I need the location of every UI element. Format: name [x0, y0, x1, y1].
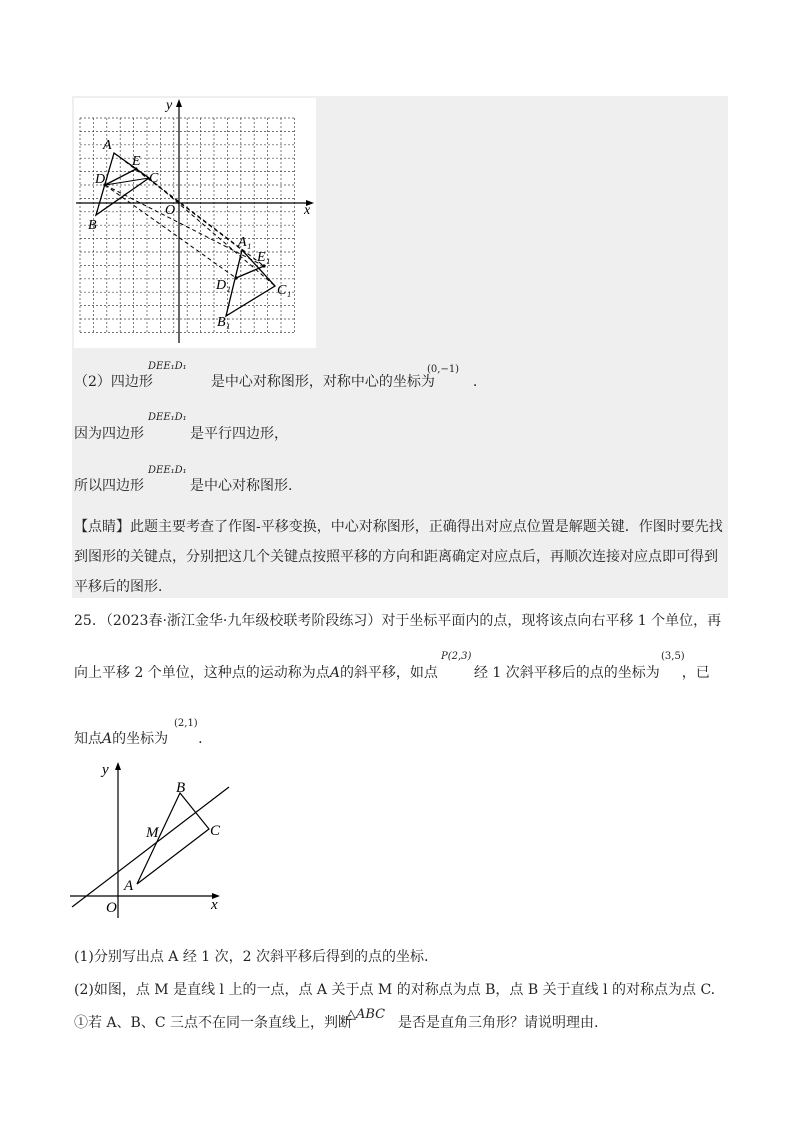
y-axis-arrow: [176, 99, 182, 107]
result-coord: (3,5): [661, 651, 685, 662]
quad-name-1: DEE₁D₁: [148, 361, 187, 372]
label-y: y: [102, 762, 109, 778]
symmetry-figure-svg: [66, 760, 246, 922]
label-B1: B₁: [217, 315, 231, 330]
points: [103, 167, 265, 279]
symmetry-figure: [66, 760, 246, 922]
comment-paragraph: 【点睛】此题主要考查了作图-平移变换，中心对称图形，正确得出对应点位置是解题关键．作图时要先找到图形的关键点，分别把这几个关键点按照平移的方向和距离确定对应点后，再顺次连接对应点即可得到平移后的图形．: [74, 519, 723, 595]
label-x: x: [211, 897, 218, 913]
label-D: D: [95, 172, 106, 187]
center-coord: (0,−1): [427, 364, 460, 375]
quad-name-2: DEE₁D₁: [148, 412, 187, 423]
label-C: C: [210, 823, 221, 839]
problem-line-3: 知点A的坐标为 .: [74, 731, 203, 747]
label-E1: E₁: [257, 250, 271, 265]
translation-dashed-lines: [105, 153, 275, 286]
label-E: E: [132, 154, 141, 169]
problem-line-2: 向上平移 2 个单位，这种点的运动称为点A的斜平移，如点 经 1 次斜平移后的点的坐标为 ，已: [74, 665, 710, 681]
solution-line-3: 所以四边形 是中心对称图形.: [74, 478, 293, 494]
label-A: A: [103, 138, 112, 153]
line-l: [72, 787, 229, 907]
label-C1: C₁: [277, 283, 292, 298]
point-p-coord: P(2,3): [441, 651, 472, 662]
grid-lines: [80, 118, 294, 332]
point-a-coord: (2,1): [174, 718, 198, 729]
triangle-abc-symbol: △ABC: [346, 1007, 386, 1022]
solution-line-1: （2）四边形 是中心对称图形，对称中心的坐标为 .: [74, 374, 478, 390]
question-3: ①若 A、B、C 三点不在同一条直线上，判断 是否是直角三角形？请说明理由.: [74, 1015, 599, 1031]
label-A: A: [124, 878, 134, 894]
label-B: B: [176, 780, 186, 796]
translation-grid-svg: [74, 98, 316, 348]
label-O: O: [165, 203, 176, 218]
label-O: O: [106, 900, 117, 916]
label-A1: A₁: [238, 235, 252, 250]
label-D1: D₁: [216, 278, 231, 293]
problem-line-1: 25．（2023春·浙江金华·九年级校联考阶段练习）对于坐标平面内的点，现将该点向右平移 1 个单位，再: [74, 613, 722, 629]
solution-line-2: 因为四边形 是平行四边形，: [74, 426, 288, 442]
label-x: x: [304, 203, 311, 218]
label-y: y: [166, 98, 173, 113]
quad-name-3: DEE₁D₁: [148, 465, 187, 476]
y-axis-arrow: [115, 762, 121, 770]
label-C: C: [149, 171, 159, 186]
segment-d1e1: [236, 266, 264, 278]
translation-grid-figure: [74, 98, 316, 348]
label-M: M: [146, 825, 159, 841]
question-1: (1)分别写出点 A 经 1 次，2 次斜平移后得到的点的坐标.: [74, 949, 429, 965]
question-2: (2)如图，点 M 是直线 l 上的一点，点 A 关于点 M 的对称点为点 B，点 B 关于直线 l 的对称点为点 C.: [74, 982, 716, 998]
label-B: B: [88, 218, 97, 233]
